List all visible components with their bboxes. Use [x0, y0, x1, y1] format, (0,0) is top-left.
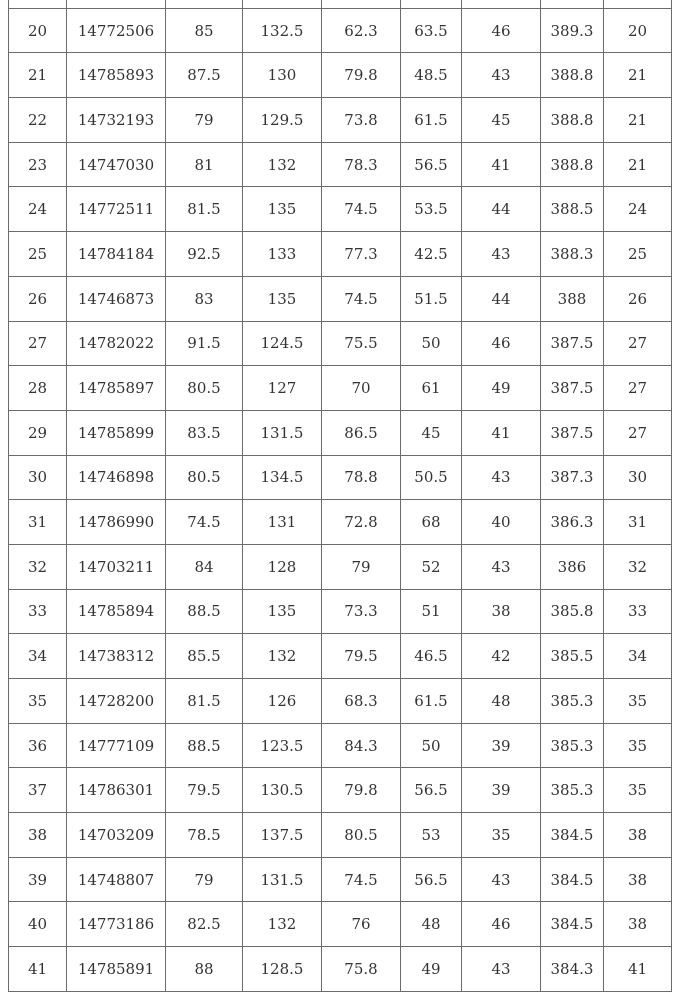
- table-cell: 14785893: [67, 53, 166, 98]
- table-cell: 32: [9, 544, 67, 589]
- table-cell: 78.5: [166, 813, 243, 858]
- table-cell: 14784184: [67, 232, 166, 277]
- table-cell: 53.5: [401, 187, 462, 232]
- table-cell: 135: [243, 187, 322, 232]
- table-cell: 130.5: [243, 768, 322, 813]
- table-row: [9, 544, 672, 589]
- table-row: [9, 142, 672, 187]
- table-row: [9, 366, 672, 411]
- table-row: [9, 500, 672, 545]
- table-cell: 25: [9, 232, 67, 277]
- table-cell: 87.5: [166, 53, 243, 98]
- table-cell: 79: [166, 98, 243, 143]
- table-cell: 385.3: [541, 723, 604, 768]
- table-cell: 33: [9, 589, 67, 634]
- table-cell: 85.5: [166, 634, 243, 679]
- table-cell: 83: [166, 276, 243, 321]
- table-cell: 34: [604, 634, 672, 679]
- table-cell: 20: [9, 8, 67, 53]
- table-cell: 79.5: [322, 634, 401, 679]
- table-cell: [401, 0, 462, 8]
- table-cell: 135: [243, 589, 322, 634]
- table-cell: 35: [9, 679, 67, 724]
- table-cell: 43: [462, 544, 541, 589]
- table-cell: 75.8: [322, 947, 401, 992]
- table-cell: 132.5: [243, 8, 322, 53]
- table-cell: 40: [9, 902, 67, 947]
- table-cell: 388.8: [541, 53, 604, 98]
- table-cell: 81.5: [166, 187, 243, 232]
- table-cell: 73.8: [322, 98, 401, 143]
- table-cell: 387.5: [541, 321, 604, 366]
- table-row: [9, 8, 672, 53]
- table-cell: 79: [322, 544, 401, 589]
- table-cell: 50: [401, 723, 462, 768]
- table-cell: 14785894: [67, 589, 166, 634]
- table-cell: 63.5: [401, 8, 462, 53]
- table-cell: 56.5: [401, 768, 462, 813]
- table-cell: 385.5: [541, 634, 604, 679]
- table-cell: 43: [462, 947, 541, 992]
- table-cell: 88.5: [166, 723, 243, 768]
- table-cell: 14785899: [67, 410, 166, 455]
- table-cell: 74.5: [322, 857, 401, 902]
- table-row: [9, 187, 672, 232]
- score-table-body: [9, 0, 672, 991]
- table-cell: 39: [462, 723, 541, 768]
- table-cell: 27: [9, 321, 67, 366]
- table-cell: 384.5: [541, 902, 604, 947]
- table-cell: 83.5: [166, 410, 243, 455]
- table-cell: 24: [604, 187, 672, 232]
- table-cell: 38: [604, 813, 672, 858]
- table-cell: 39: [462, 768, 541, 813]
- table-cell: 51.5: [401, 276, 462, 321]
- table-cell: 88.5: [166, 589, 243, 634]
- table-cell: 45: [462, 98, 541, 143]
- table-cell: 53: [401, 813, 462, 858]
- table-cell: 14746873: [67, 276, 166, 321]
- table-cell: 124.5: [243, 321, 322, 366]
- table-cell: 42: [462, 634, 541, 679]
- table-cell: 133: [243, 232, 322, 277]
- table-row: [9, 232, 672, 277]
- table-cell: 14782022: [67, 321, 166, 366]
- table-cell: 79: [166, 857, 243, 902]
- table-cell: 131: [243, 500, 322, 545]
- table-cell: 61.5: [401, 679, 462, 724]
- table-row: [9, 679, 672, 724]
- table-cell: 386.3: [541, 500, 604, 545]
- table-cell: 68.3: [322, 679, 401, 724]
- table-cell: 388.8: [541, 98, 604, 143]
- table-cell: 50: [401, 321, 462, 366]
- table-cell: 22: [9, 98, 67, 143]
- table-cell: 43: [462, 455, 541, 500]
- table-cell: 78.8: [322, 455, 401, 500]
- table-cell: 45: [401, 410, 462, 455]
- table-cell: 29: [9, 410, 67, 455]
- table-cell: 20: [604, 8, 672, 53]
- table-cell: 384.3: [541, 947, 604, 992]
- table-cell: 132: [243, 902, 322, 947]
- table-cell: 85: [166, 8, 243, 53]
- table-cell: 46: [462, 8, 541, 53]
- table-cell: 30: [604, 455, 672, 500]
- table-cell: 14786990: [67, 500, 166, 545]
- table-cell: 132: [243, 634, 322, 679]
- table-cell: 27: [604, 366, 672, 411]
- table-cell: 26: [604, 276, 672, 321]
- table-row: [9, 0, 672, 8]
- table-cell: 75.5: [322, 321, 401, 366]
- table-cell: 14786301: [67, 768, 166, 813]
- table-cell: 35: [604, 723, 672, 768]
- table-cell: 52: [401, 544, 462, 589]
- table-cell: 80.5: [166, 366, 243, 411]
- table-cell: 56.5: [401, 142, 462, 187]
- table-cell: 74.5: [322, 276, 401, 321]
- table-cell: 61: [401, 366, 462, 411]
- table-cell: 135: [243, 276, 322, 321]
- table-cell: 14732193: [67, 98, 166, 143]
- table-cell: 130: [243, 53, 322, 98]
- table-cell: 32: [604, 544, 672, 589]
- table-cell: 84: [166, 544, 243, 589]
- table-cell: 38: [604, 902, 672, 947]
- table-row: [9, 947, 672, 992]
- score-table: [8, 0, 672, 992]
- table-cell: 38: [462, 589, 541, 634]
- table-row: [9, 321, 672, 366]
- table-cell: 27: [604, 321, 672, 366]
- table-cell: 33: [604, 589, 672, 634]
- table-cell: 35: [604, 679, 672, 724]
- table-cell: 78.3: [322, 142, 401, 187]
- table-cell: 24: [9, 187, 67, 232]
- table-cell: 384.5: [541, 813, 604, 858]
- table-cell: 386: [541, 544, 604, 589]
- table-cell: 14785891: [67, 947, 166, 992]
- table-cell: 14747030: [67, 142, 166, 187]
- table-cell: 384.5: [541, 857, 604, 902]
- table-cell: 43: [462, 857, 541, 902]
- table-cell: 77.3: [322, 232, 401, 277]
- table-cell: [243, 0, 322, 8]
- table-cell: 14703209: [67, 813, 166, 858]
- table-cell: 21: [604, 98, 672, 143]
- table-cell: 84.3: [322, 723, 401, 768]
- table-cell: 387.5: [541, 410, 604, 455]
- table-cell: 40: [462, 500, 541, 545]
- table-row: [9, 902, 672, 947]
- table-cell: 38: [604, 857, 672, 902]
- table-cell: 14738312: [67, 634, 166, 679]
- table-cell: 14746898: [67, 455, 166, 500]
- table-cell: 26: [9, 276, 67, 321]
- table-cell: 21: [9, 53, 67, 98]
- table-row: [9, 768, 672, 813]
- table-cell: 14773186: [67, 902, 166, 947]
- table-cell: 127: [243, 366, 322, 411]
- table-cell: 74.5: [166, 500, 243, 545]
- table-cell: 41: [462, 142, 541, 187]
- table-cell: 14772506: [67, 8, 166, 53]
- table-cell: 128.5: [243, 947, 322, 992]
- table-cell: 41: [462, 410, 541, 455]
- table-row: [9, 53, 672, 98]
- table-cell: [462, 0, 541, 8]
- table-cell: 31: [604, 500, 672, 545]
- table-cell: 388.5: [541, 187, 604, 232]
- table-cell: 48: [462, 679, 541, 724]
- table-cell: 91.5: [166, 321, 243, 366]
- table-cell: 28: [9, 366, 67, 411]
- table-cell: 81: [166, 142, 243, 187]
- table-cell: 73.3: [322, 589, 401, 634]
- table-cell: 14703211: [67, 544, 166, 589]
- table-cell: 39: [9, 857, 67, 902]
- table-cell: 387.5: [541, 366, 604, 411]
- table-cell: [604, 0, 672, 8]
- table-cell: 46: [462, 321, 541, 366]
- table-cell: 35: [604, 768, 672, 813]
- table-cell: 31: [9, 500, 67, 545]
- table-cell: 21: [604, 53, 672, 98]
- table-cell: 132: [243, 142, 322, 187]
- table-cell: 23: [9, 142, 67, 187]
- table-cell: [322, 0, 401, 8]
- table-cell: 72.8: [322, 500, 401, 545]
- table-cell: 131.5: [243, 410, 322, 455]
- table-cell: 82.5: [166, 902, 243, 947]
- table-cell: 388.3: [541, 232, 604, 277]
- table-cell: [541, 0, 604, 8]
- table-cell: 14777109: [67, 723, 166, 768]
- table-cell: 38: [9, 813, 67, 858]
- table-cell: 389.3: [541, 8, 604, 53]
- table-cell: 35: [462, 813, 541, 858]
- table-cell: 385.8: [541, 589, 604, 634]
- table-cell: 44: [462, 187, 541, 232]
- table-cell: 27: [604, 410, 672, 455]
- table-row: [9, 455, 672, 500]
- table-cell: 388.8: [541, 142, 604, 187]
- table-cell: 14772511: [67, 187, 166, 232]
- table-cell: 80.5: [322, 813, 401, 858]
- table-cell: 70: [322, 366, 401, 411]
- table-cell: 387.3: [541, 455, 604, 500]
- table-cell: 41: [9, 947, 67, 992]
- table-cell: 76: [322, 902, 401, 947]
- table-cell: 49: [401, 947, 462, 992]
- table-cell: 14728200: [67, 679, 166, 724]
- table-cell: 51: [401, 589, 462, 634]
- table-cell: 21: [604, 142, 672, 187]
- table-cell: 44: [462, 276, 541, 321]
- table-row: [9, 723, 672, 768]
- table-cell: 79.8: [322, 53, 401, 98]
- table-cell: 42.5: [401, 232, 462, 277]
- table-cell: [9, 0, 67, 8]
- table-cell: 131.5: [243, 857, 322, 902]
- table-cell: 134.5: [243, 455, 322, 500]
- table-cell: 46: [462, 902, 541, 947]
- table-cell: 385.3: [541, 768, 604, 813]
- table-cell: 126: [243, 679, 322, 724]
- table-cell: 68: [401, 500, 462, 545]
- table-cell: 80.5: [166, 455, 243, 500]
- table-cell: 81.5: [166, 679, 243, 724]
- table-cell: 30: [9, 455, 67, 500]
- table-cell: 49: [462, 366, 541, 411]
- table-cell: 56.5: [401, 857, 462, 902]
- table-cell: 92.5: [166, 232, 243, 277]
- table-cell: 129.5: [243, 98, 322, 143]
- table-row: [9, 589, 672, 634]
- table-cell: 41: [604, 947, 672, 992]
- table-cell: 25: [604, 232, 672, 277]
- table-cell: 50.5: [401, 455, 462, 500]
- score-table-container: [8, 0, 672, 992]
- table-row: [9, 276, 672, 321]
- table-cell: 14748807: [67, 857, 166, 902]
- table-row: [9, 98, 672, 143]
- table-cell: 14785897: [67, 366, 166, 411]
- table-cell: 123.5: [243, 723, 322, 768]
- table-row: [9, 857, 672, 902]
- table-row: [9, 410, 672, 455]
- table-cell: 88: [166, 947, 243, 992]
- table-cell: 36: [9, 723, 67, 768]
- table-cell: [67, 0, 166, 8]
- table-cell: 43: [462, 232, 541, 277]
- table-cell: 62.3: [322, 8, 401, 53]
- table-cell: 388: [541, 276, 604, 321]
- table-cell: 48.5: [401, 53, 462, 98]
- table-cell: 43: [462, 53, 541, 98]
- table-cell: 385.3: [541, 679, 604, 724]
- table-cell: 128: [243, 544, 322, 589]
- table-cell: 137.5: [243, 813, 322, 858]
- table-row: [9, 634, 672, 679]
- table-cell: 79.5: [166, 768, 243, 813]
- table-cell: 46.5: [401, 634, 462, 679]
- table-cell: 37: [9, 768, 67, 813]
- table-cell: 61.5: [401, 98, 462, 143]
- table-cell: 86.5: [322, 410, 401, 455]
- table-cell: [166, 0, 243, 8]
- table-cell: 79.8: [322, 768, 401, 813]
- table-cell: 48: [401, 902, 462, 947]
- table-row: [9, 813, 672, 858]
- table-cell: 34: [9, 634, 67, 679]
- table-cell: 74.5: [322, 187, 401, 232]
